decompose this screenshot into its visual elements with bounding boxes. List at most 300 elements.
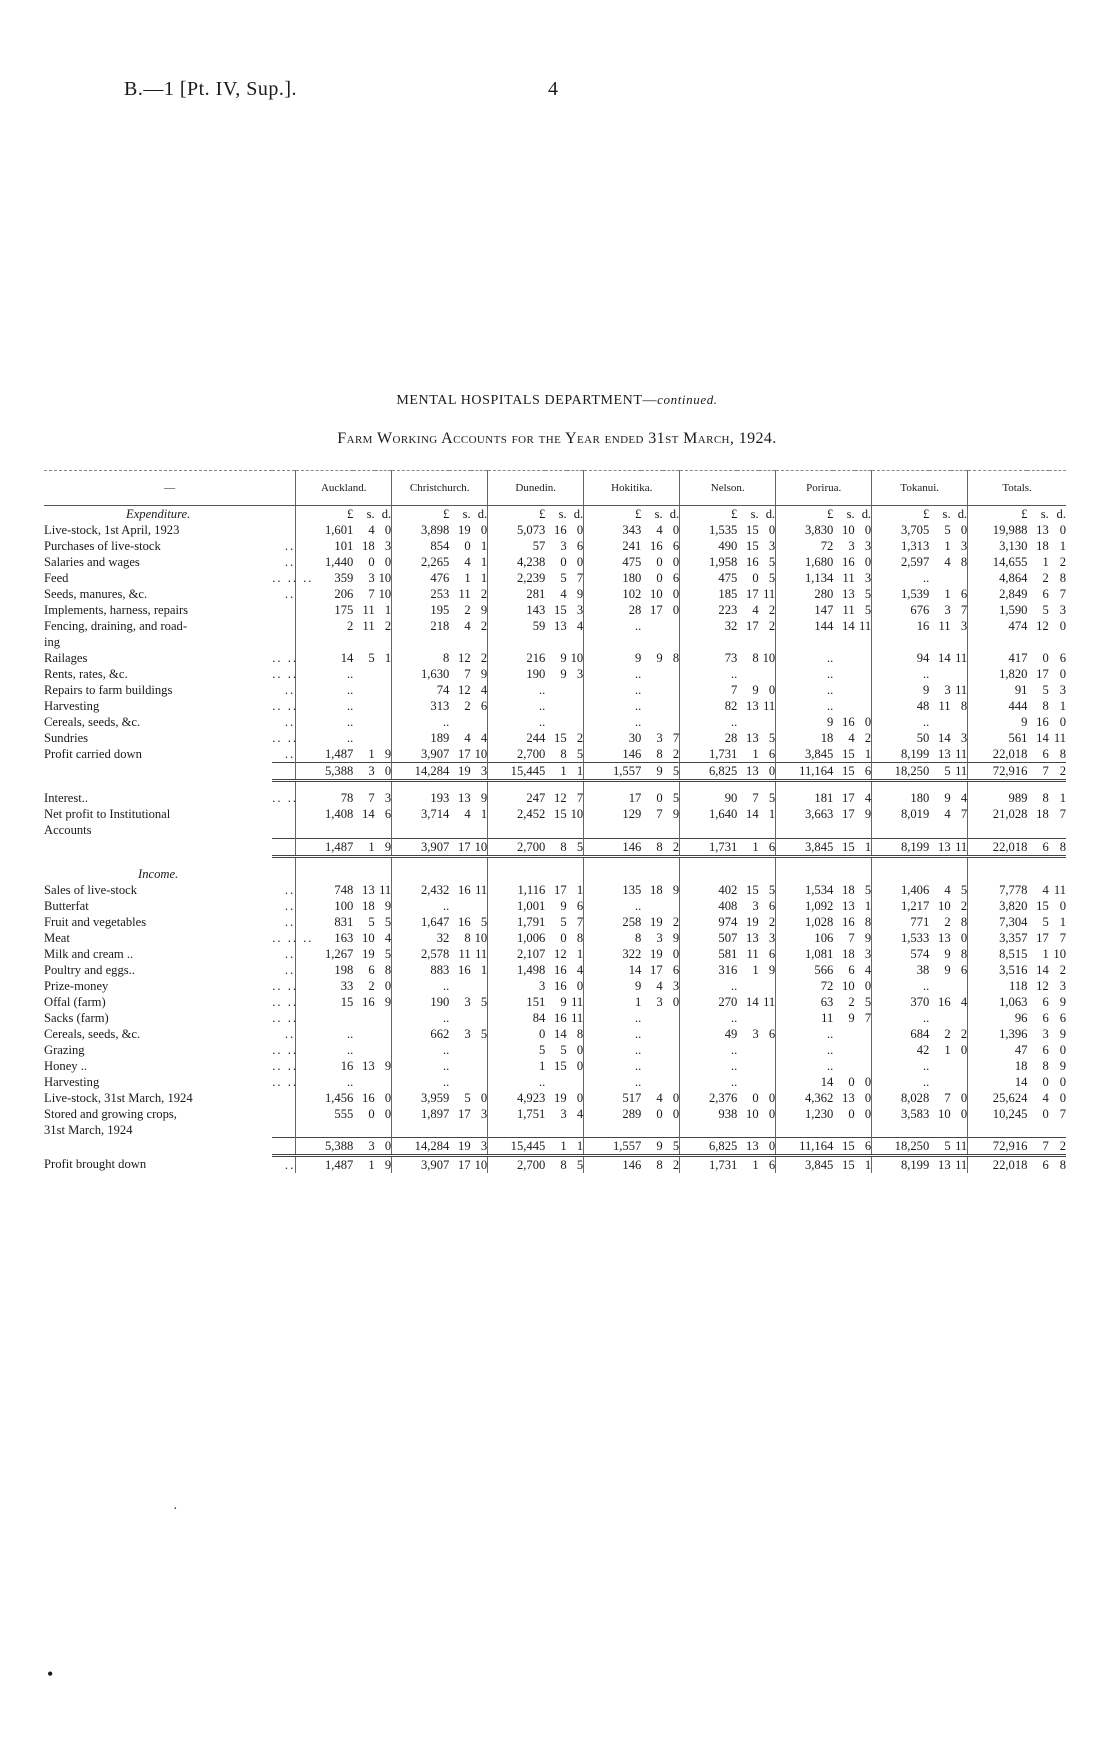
pounds-cell: 129 [584,806,642,822]
pounds-cell: 185 [680,586,738,602]
shillings-cell: 1 [944,1042,951,1057]
shillings-cell: 15 [554,1058,567,1073]
pounds-cell: 94 [872,650,930,666]
income-row [44,1026,1066,1042]
pounds-cell: 90 [680,790,738,806]
pounds-cell: .. [584,1026,642,1042]
pounds-cell [680,866,738,882]
pence-cell [1049,866,1066,882]
pence-cell: 6 [768,946,776,961]
pence-cell: 11 [763,699,776,713]
pence-cell: 0 [384,555,392,569]
pounds-cell: 3,845 [776,746,834,763]
shillings-cell: 9 [944,962,951,977]
shillings-cell: 5 [368,914,375,929]
pounds-cell [488,866,546,882]
shillings-cell [833,1026,854,1042]
pounds-cell [584,634,642,650]
pounds-cell: 1,116 [488,882,546,898]
shillings-cell: 16 [1036,715,1049,729]
pence-cell [375,666,392,682]
pence-cell: 9 [384,994,392,1009]
shillings-cell: 0 [368,1106,375,1121]
pounds-cell: .. [872,666,930,682]
shillings-cell [929,822,950,838]
shillings-cell [833,1042,854,1058]
shillings-cell [449,1122,470,1138]
pence-cell: 6 [672,962,680,977]
pounds-cell: .. [584,618,642,634]
shillings-cell: 19 [449,763,470,781]
pounds-cell: .. [296,1074,354,1090]
shillings-cell [449,781,470,791]
pence-cell: 0 [375,1138,392,1156]
row-label: Feed [44,571,69,585]
shillings-cell: 13 [746,930,759,945]
shillings-cell: 2 [944,1026,951,1041]
pence-cell: 3 [960,539,968,553]
pence-cell [855,682,872,698]
pence-cell [855,1122,872,1138]
income-row [44,930,1066,946]
pounds-cell: 4,238 [488,554,546,570]
pounds-cell: 8,199 [872,1156,930,1174]
pence-cell [663,1042,680,1058]
pounds-cell: 475 [680,570,738,586]
row-leader [272,1122,295,1138]
page-number: 4 [548,78,558,100]
shillings-cell: 3 [656,731,663,745]
row-leader [272,522,295,538]
appropriation-row [44,806,1066,822]
pence-cell [759,856,776,866]
pounds-cell: 72,916 [968,763,1028,781]
pounds-cell: 1,557 [584,763,642,781]
expenditure-row [44,666,1066,682]
shillings-cell: 5 [929,1138,950,1156]
pence-cell: 10 [474,930,488,945]
pence-cell [375,1010,392,1026]
pounds-cell: £ [296,506,354,523]
shillings-cell: 3 [944,683,951,697]
income-row [44,1042,1066,1058]
pence-cell: 9 [864,807,872,821]
pounds-cell: 1,539 [872,586,930,602]
income-row [44,962,1066,978]
pounds-cell: 1,533 [872,930,930,946]
pounds-cell: 223 [680,602,738,618]
pence-cell: 0 [672,1090,680,1105]
pence-cell: 3 [864,946,872,961]
row-label [44,781,272,791]
income-row [44,994,1066,1010]
expenditure-row [44,618,1066,634]
pence-cell: 2 [663,838,680,856]
shillings-cell [641,822,662,838]
row-label: Implements, harness, repairs [44,603,189,617]
pence-cell [951,634,968,650]
shillings-cell: s. [366,507,375,521]
pence-cell: 0 [672,946,680,961]
shillings-cell: 1 [737,838,758,856]
pence-cell: 11 [951,1156,968,1174]
pounds-cell: .. [776,698,834,714]
pounds-cell: 15,445 [488,1138,546,1156]
pence-cell [567,822,584,838]
shillings-cell [545,714,566,730]
pounds-cell: 417 [968,650,1028,666]
pounds-cell: 72 [776,538,834,554]
shillings-cell: 4 [1042,1090,1049,1105]
shillings-cell: 13 [746,699,759,713]
shillings-cell: 9 [656,651,663,665]
pounds-cell: 244 [488,730,546,746]
pence-cell: 0 [672,523,680,537]
pence-cell [951,822,968,838]
pounds-cell: 3,663 [776,806,834,822]
pence-cell: 4 [864,962,872,977]
pence-cell [567,634,584,650]
shillings-cell [641,1074,662,1090]
pence-cell: 6 [480,699,488,713]
pounds-cell: 748 [296,882,354,898]
pence-cell [375,730,392,746]
pence-cell: 0 [864,978,872,993]
pence-cell: 3 [1059,683,1066,697]
shillings-cell [449,1010,470,1026]
pence-cell: 0 [1059,1074,1066,1089]
shillings-cell: 1 [353,838,374,856]
column-header: Auckland. [296,471,392,506]
pence-cell [663,714,680,730]
shillings-cell: 17 [746,587,759,601]
shillings-cell: 0 [656,791,663,805]
pence-cell: 7 [960,603,968,617]
income-row [44,1122,1066,1138]
shillings-cell: 18 [650,882,663,897]
shillings-cell: 17 [650,603,663,617]
pounds-cell [872,866,930,882]
shillings-cell: 16 [554,1010,567,1025]
pounds-cell [296,856,354,866]
pounds-cell: 195 [392,602,450,618]
shillings-cell [353,666,374,682]
pounds-cell: 3,130 [968,538,1028,554]
pence-cell [1049,822,1066,838]
row-label: Repairs to farm buildings [44,683,173,697]
income-heading-row [44,866,1066,882]
stray-mark: • [47,1664,54,1684]
pounds-cell: £ [776,506,834,523]
pence-cell: 0 [375,763,392,781]
expenditure-row [44,634,1066,650]
shillings-cell: 8 [545,1156,566,1174]
row-leader: .. [284,747,296,761]
shillings-cell: 1 [944,539,951,553]
shillings-cell [737,634,758,650]
pounds-cell [488,781,546,791]
shillings-cell: 9 [641,1138,662,1156]
pence-cell [951,1074,968,1090]
shillings-cell: 1 [545,1138,566,1156]
pounds-cell: 7,778 [968,882,1028,898]
shillings-cell [353,866,374,882]
shillings-cell: 6 [1042,747,1049,761]
pence-cell: d. [957,507,968,521]
pounds-cell: 11 [776,1010,834,1026]
row-leader: .. .. [272,651,299,665]
pounds-cell: 3,516 [968,962,1028,978]
pounds-cell: 175 [296,602,354,618]
shillings-cell [737,866,758,882]
shillings-cell: 8 [641,838,662,856]
row-label: Rents, rates, &c. [44,667,128,681]
row-leader: .. [284,715,296,729]
shillings-cell [929,666,950,682]
pence-cell: 1 [480,571,488,585]
pence-cell: 0 [576,1090,584,1105]
shillings-cell: 12 [1036,978,1049,993]
pounds-cell: 1,647 [392,914,450,930]
pence-cell: 0 [864,1106,872,1121]
pence-cell [663,618,680,634]
pounds-cell: 1,267 [296,946,354,962]
shillings-cell: 0 [368,555,375,569]
pence-cell: 0 [759,763,776,781]
shillings-cell: 15 [833,763,854,781]
shillings-cell [1027,822,1048,838]
pence-cell: 8 [1059,571,1066,585]
shillings-cell: 12 [554,791,567,805]
pounds-cell: 1,092 [776,898,834,914]
pounds-cell [392,781,450,791]
pence-cell [759,1122,776,1138]
column-header: Tokanui. [872,471,968,506]
pence-cell: 0 [960,523,968,537]
shillings-cell: 15 [746,539,759,553]
shillings-cell [545,682,566,698]
pounds-cell: .. [680,666,738,682]
expenditure-row [44,714,1066,730]
row-leader: .. .. [272,667,299,681]
pence-cell: 3 [768,930,776,945]
pounds-cell: 831 [296,914,354,930]
shillings-cell: 8 [1042,791,1049,805]
income-row [44,1058,1066,1074]
pounds-cell [584,781,642,791]
pounds-cell: 1,001 [488,898,546,914]
shillings-cell [737,822,758,838]
shillings-cell: 11 [362,619,375,633]
shillings-cell [929,856,950,866]
pence-cell [663,666,680,682]
pence-cell [567,1122,584,1138]
shillings-cell: 8 [1042,1058,1049,1073]
shillings-cell: 1 [752,747,759,761]
income-row [44,898,1066,914]
shillings-cell: 3 [560,1106,567,1121]
pounds-cell: 1,640 [680,806,738,822]
pounds-cell: 193 [392,790,450,806]
shillings-cell: 16 [842,555,855,569]
pounds-cell: 247 [488,790,546,806]
pounds-cell: 9 [872,682,930,698]
pence-cell [663,866,680,882]
shillings-cell: 14 [362,807,375,821]
pence-cell [855,856,872,866]
shillings-cell: 16 [554,978,567,993]
shillings-cell: 18 [362,539,375,553]
shillings-cell [353,1026,374,1042]
pence-cell: 2 [1059,555,1066,569]
pounds-cell [872,822,930,838]
pence-cell [375,698,392,714]
pence-cell [471,781,488,791]
pence-cell: 4 [576,619,584,633]
profit-brought-down-row [44,1156,1066,1174]
pence-cell: 10 [762,651,776,665]
shillings-cell: 13 [362,1058,375,1073]
pence-cell: 2 [960,1026,968,1041]
spacer-row [44,781,1066,791]
row-leader: .. [272,1156,295,1174]
pounds-cell: 28 [680,730,738,746]
pounds-cell: 1,217 [872,898,930,914]
pence-cell: 6 [576,539,584,553]
pence-cell [567,856,584,866]
shillings-cell: 13 [554,619,567,633]
shillings-cell: 9 [944,791,951,805]
pounds-cell [776,1122,834,1138]
pence-cell: 6 [759,1156,776,1174]
pence-cell [663,1010,680,1026]
row-leader: .. .. [272,1074,299,1089]
pence-cell [951,781,968,791]
income-row [44,1106,1066,1122]
shillings-cell: 17 [554,882,567,897]
row-label: Sacks (farm) [44,1010,109,1025]
pence-cell: 4 [960,994,968,1009]
pounds-cell: 3,907 [392,746,450,763]
pounds-cell: .. [872,1074,930,1090]
shillings-cell: 14 [842,619,855,633]
row-leader: .. [284,1026,296,1041]
shillings-cell [449,866,470,882]
pounds-cell: 5,073 [488,522,546,538]
pounds-cell: 3,845 [776,1156,834,1174]
pence-cell [663,682,680,698]
pounds-cell [392,856,450,866]
pence-cell [855,1026,872,1042]
pounds-cell: £ [584,506,642,523]
pence-cell: 9 [1059,1026,1066,1041]
shillings-cell: 17 [842,791,855,805]
shillings-cell: 11 [842,571,855,585]
pounds-cell: 5,388 [296,763,354,781]
shillings-cell [545,1074,566,1090]
pence-cell [759,781,776,791]
shillings-cell [737,666,758,682]
pence-cell: 1 [384,603,392,617]
pence-cell: 1 [1059,791,1066,805]
expenditure-row [44,554,1066,570]
pounds-cell: 22,018 [968,838,1028,856]
pounds-cell: £ [392,506,450,523]
shillings-cell: 3 [656,930,663,945]
shillings-cell [449,1042,470,1058]
pence-cell [375,781,392,791]
row-leader [272,806,295,822]
shillings-cell: 10 [746,1106,759,1121]
pounds-cell: 1,601 [296,522,354,538]
pence-cell: 8 [960,555,968,569]
pence-cell [663,1026,680,1042]
row-leader: .. [284,946,296,961]
pence-cell: 6 [672,539,680,553]
pounds-cell: 0 [488,1026,546,1042]
shillings-cell: 4 [464,807,471,821]
pounds-cell: 190 [392,994,450,1010]
pence-cell: 3 [960,619,968,633]
expenditure-row [44,698,1066,714]
shillings-cell: 13 [362,882,375,897]
pence-cell: 7 [864,1010,872,1025]
pence-cell: 6 [960,962,968,977]
pounds-cell: 313 [392,698,450,714]
shillings-cell: 7 [368,791,375,805]
row-leader: .. .. [272,699,299,713]
pounds-cell [968,856,1028,866]
pounds-cell [392,822,450,838]
pence-cell [471,898,488,914]
pence-cell [471,1010,488,1026]
pence-cell: 9 [1059,1058,1066,1073]
pounds-cell: 1,630 [392,666,450,682]
row-leader [272,763,295,781]
pence-cell: 5 [768,882,776,897]
pounds-cell: 16 [296,1058,354,1074]
pounds-cell: 974 [680,914,738,930]
pounds-cell: 16 [872,618,930,634]
pounds-cell: .. [680,1074,738,1090]
pounds-cell: 3,830 [776,522,834,538]
pounds-cell: 1,456 [296,1090,354,1106]
shillings-cell: 7 [1027,763,1048,781]
pence-cell: 3 [384,539,392,553]
pence-cell: 7 [960,807,968,821]
pounds-cell: 14,284 [392,1138,450,1156]
pounds-cell: 1,557 [584,1138,642,1156]
shillings-cell [737,856,758,866]
row-label: Net profit to Institutional [44,807,171,821]
pounds-cell: .. [680,1010,738,1026]
pence-cell: 6 [768,747,776,761]
pence-cell: 6 [672,571,680,585]
pounds-cell: 1,028 [776,914,834,930]
pounds-cell: 180 [584,570,642,586]
shillings-cell: 16 [746,555,759,569]
row-label [44,838,272,856]
pounds-cell: 96 [968,1010,1028,1026]
pounds-cell: 189 [392,730,450,746]
pounds-cell [872,1122,930,1138]
pence-cell: 0 [1059,523,1066,537]
shillings-cell [833,781,854,791]
pence-cell: 0 [480,523,488,537]
shillings-cell: 4 [944,807,951,821]
pounds-cell: 1,958 [680,554,738,570]
pounds-cell: 3,583 [872,1106,930,1122]
